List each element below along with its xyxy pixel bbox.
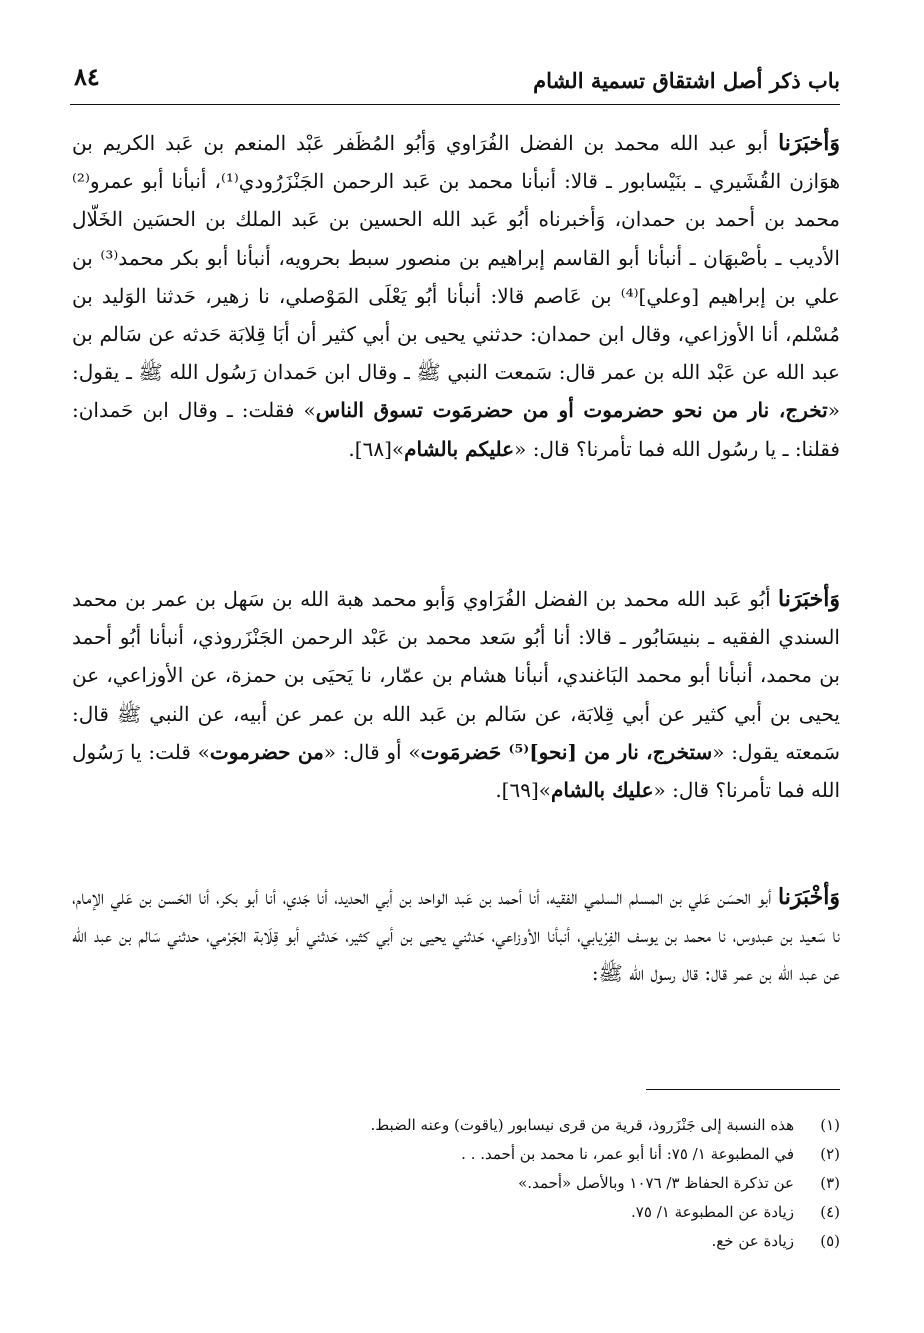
page-number: ٨٤ bbox=[74, 62, 100, 91]
hadith-quote: من حضرموت bbox=[209, 739, 324, 764]
paragraph-text: أبُو عَبد الله محمد بن الفضل الفُرَاوي وَأبو محمد هبة الله بن سَهل بن عمر بن محمد السندي الفقيه ـ بنيسَابُور ـ قالا: أنا أبُو سَعد محمد بن عَبْد الرحمن الجَنْزَروذي، أنبأنا أبُو أحمد بن محمد، أنبأنا أبو محمد البَاغندي، أنبأنا هشام بن عمّار، نا يَحيَى بن حمزة، عن الأوزاعي، عن يحيى بن أبي كثير عن أبي قِلابَة، عن سَالم بن عَبد الله بن عمر عن أبيه، عن النبي ﷺ قال: سَمعته يقول: « bbox=[72, 587, 840, 764]
footnote-number: (٣) bbox=[820, 1173, 840, 1192]
footnote-text: عن تذكرة الحفاظ ٣/ ١٠٧٦ وبالأصل «أحمد.» bbox=[518, 1173, 794, 1192]
footnote-separator bbox=[646, 1089, 840, 1090]
paragraph-lead: وَأخْبَرَنا bbox=[778, 884, 840, 910]
footnote-text: زيادة عن خع. bbox=[711, 1231, 794, 1250]
footnote-item bbox=[72, 1110, 840, 1139]
footnote-item bbox=[72, 1139, 840, 1168]
hadith-reference: »[٦٩]. bbox=[495, 778, 552, 803]
paragraph-text: أبو عبد الله محمد بن الفضل الفُرَاوي وَأبُو المُظَفر عَبْد المنعم بن عَبد الكريم بن هوَازن القُشَيري ـ بنَيْسابور ـ قالا: أنبأنا محمد بن عَبد الرحمن الجَنْزَرُودي⁽¹⁾، أنبأنا أبو عمرو⁽²⁾ محمد بن أحمد بن حمدان، وَأخبرناه أبُو عَبد الله الحسين بن عَبد الملك بن الحسَين الخَلّال الأديب ـ بأصْبهَان ـ أنبأنا أبو القاسم إبراهيم بن منصور سبط بحرويه، أنبأنا أبو بكر محمد⁽³⁾ بن علي بن إبراهيم [وعلي]⁽⁴⁾ بن عَاصم قالا: أنبأنا أبُو يَعْلَى المَوْصلي، نا زهير، حَدثنا الوَليد بن مُسْلم، أنا الأوزاعي، وقال ابن حمدان: حدثني يحيى بن أبي كثير أن أبَا قِلابَة حَدثه عن سَالم بن عبد الله عن عَبْد الله بن عمر قال: سَمعت النبي ﷺ ـ وقال ابن حَمدان رَسُول الله ﷺ ـ يقول: « bbox=[72, 131, 840, 423]
page-header bbox=[70, 60, 840, 105]
paragraph-2 bbox=[72, 580, 840, 809]
footnote-number: (١) bbox=[820, 1115, 840, 1134]
footnote-item bbox=[72, 1168, 840, 1197]
paragraph-text: أبو الحسَن عَلي بن المسلم السلمي الفقيه، أنا أحمد بن عَبد الواحد بن أبي الحديد، أنا جَدي، أنا أبو بكر، أنا الحَسن بن عَلي الإمام، نا سَعيد بن عبدوس، نا محمد بن يوسف الفِرْيابي، أنبأنا الأوزاعي، حَدثني يحيى بن أبي كثير، حَدثني أبو قِلَابة الجَرْمي، حدثني سَالم بن عبد الله عن عبد الله بن عمر قال: قال رسول الله ﷺ: bbox=[72, 885, 840, 986]
paragraph-text-cont: » أو قال: « bbox=[323, 739, 421, 764]
footnote-number: (٢) bbox=[820, 1144, 840, 1163]
hadith-quote: عليك بالشام bbox=[551, 778, 654, 803]
footnotes bbox=[72, 1110, 840, 1255]
paragraph-lead: وَأخبَرَنا bbox=[778, 130, 841, 156]
paragraph-3 bbox=[72, 878, 840, 993]
footnote-item bbox=[72, 1197, 840, 1226]
footnote-number: (٤) bbox=[820, 1202, 840, 1221]
paragraph-text-cont: » فقلت: ـ وقال ابن حَمدان: فقلنا: ـ يا رسُول الله فما تأمرنا؟ قال: « bbox=[72, 398, 840, 461]
footnote-text: زيادة عن المطبوعة ١/ ٧٥. bbox=[631, 1202, 794, 1221]
footnote-number: (٥) bbox=[820, 1231, 840, 1250]
hadith-quote: عليكم بالشام bbox=[404, 436, 515, 461]
paragraph-1 bbox=[72, 124, 840, 468]
paragraph-text-cont: » قلت: يا رَسُول الله فما تأمرنا؟ قال: « bbox=[72, 739, 840, 803]
footnote-text: في المطبوعة ١/ ٧٥: أنا أبو عمر، نا محمد بن أحمد. . . bbox=[461, 1144, 794, 1163]
hadith-quote: تخرج، نار من نحو حضرموت أو من حضرمَوت تسوق الناس bbox=[315, 398, 828, 423]
hadith-reference: »[٦٨]. bbox=[348, 436, 405, 461]
chapter-title: باب ذكر أصل اشتقاق تسمية الشام bbox=[533, 68, 840, 93]
paragraph-lead: وَأخبَرَنا bbox=[778, 586, 840, 612]
footnote-item bbox=[72, 1226, 840, 1255]
footnote-text: هذه النسبة إلى جَنْزَروذ، قرية من قرى نيسابور (ياقوت) وعنه الضبط. bbox=[370, 1115, 794, 1134]
hadith-quote: ستخرج، نار من [نحو]⁽⁵⁾ حَضرمَوت bbox=[420, 739, 713, 764]
